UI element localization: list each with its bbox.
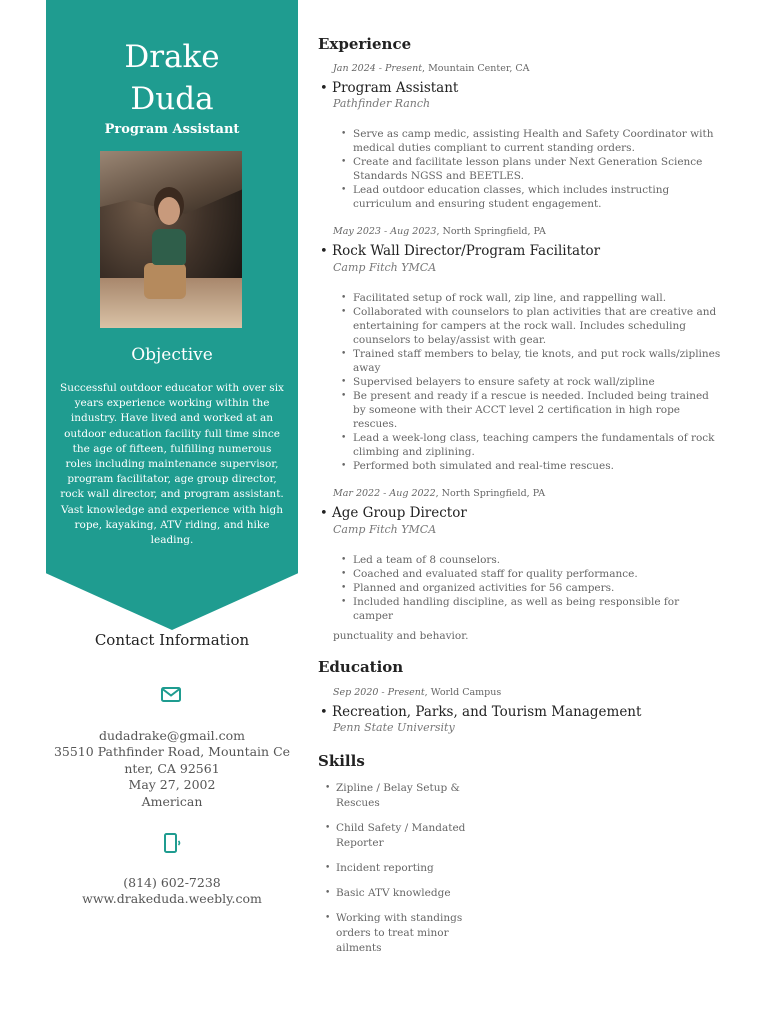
job-1-meta (333, 63, 530, 74)
job-2-company: Camp Fitch YMCA (333, 261, 437, 274)
list-item: • Led a team of 8 counselors. (341, 553, 721, 567)
education-meta (333, 687, 501, 698)
job-1-title: • Program Assistant (320, 80, 458, 96)
education-degree: • Recreation, Parks, and Tourism Management (320, 704, 641, 720)
job-2-title: • Rock Wall Director/Program Facilitator (320, 243, 600, 259)
job-3-meta (333, 488, 545, 499)
list-item: • Be present and ready if a rescue is needed. Included being trained by someone with their ACCT level 2 certification in high rope rescues. (341, 389, 721, 431)
list-item: • Trained staff members to belay, tie knots, and put rock walls/ziplines away (341, 347, 721, 375)
job-2-bullets (341, 291, 721, 473)
phone-icon (163, 833, 183, 853)
objective-text: Successful outdoor educator with over six years experience working within the industry. Have lived and worked at an outdoor education facility full time since the age of fifteen, fulfilling numerous roles including maintenance supervisor, program facilitator, age group director, rock wall director, and program assistant. Vast knowledge and experience with high rope, kayaking, ATV riding, and hike leading. (60, 382, 284, 547)
contact-address-line-1: 35510 Pathfinder Road, Mountain Ce (53, 744, 291, 760)
last-name: Duda (130, 81, 214, 117)
job-2-meta (333, 226, 546, 237)
first-name: Drake (124, 39, 220, 75)
education-location: , World Campus (424, 687, 502, 698)
job-2-date: May 2023 - Aug 2023 (333, 226, 437, 237)
list-item: • Create and facilitate lesson plans under Next Generation Science Standards NGSS and BEETLES. (341, 155, 721, 183)
education-date: Sep 2020 - Present (333, 687, 425, 698)
experience-title: Experience (318, 35, 412, 53)
job-1-date: Jan 2024 - Present (333, 63, 423, 74)
job-1-company: Pathfinder Ranch (333, 97, 431, 110)
job-1-bullets (341, 127, 721, 211)
list-item: • Facilitated setup of rock wall, zip line, and rappelling wall. (341, 291, 721, 305)
contact-title: Contact Information (94, 631, 250, 649)
contact-details (44, 728, 300, 810)
contact-email[interactable]: dudadrake@gmail.com (98, 728, 246, 743)
contact-phone: (814) 602-7238 (123, 875, 221, 890)
list-item: • Coached and evaluated staff for quality performance. (341, 567, 721, 581)
list-item: • Collaborated with counselors to plan activities that are creative and entertaining for campers at the rock wall. Includes scheduling counselors to belay/assist with gear. (341, 305, 721, 347)
contact-address-line-2: nter, CA 92561 (124, 760, 220, 776)
profile-photo (100, 151, 242, 328)
job-3-company: Camp Fitch YMCA (333, 523, 437, 536)
education-school: Penn State University (333, 721, 455, 734)
contact-dob: May 27, 2002 (128, 777, 216, 793)
contact-website[interactable]: www.drakeduda.weebly.com (82, 891, 262, 907)
list-item: • Basic ATV knowledge (325, 886, 495, 901)
list-item: • Lead a week-long class, teaching campers the fundamentals of rock climbing and ziplining. (341, 431, 721, 459)
profile-name (46, 36, 298, 120)
mail-icon (161, 687, 181, 702)
job-3-trailing: punctuality and behavior. (333, 630, 469, 642)
list-item: • Working with standings orders to treat minor ailments (325, 911, 495, 956)
list-item: • Serve as camp medic, assisting Health and Safety Coordinator with medical duties compliant to current standing orders. (341, 127, 721, 155)
job-3-location: , North Springfield, PA (435, 488, 546, 499)
photo-person-legs (144, 263, 186, 299)
contact-nationality: American (141, 793, 203, 809)
education-title: Education (318, 658, 404, 676)
list-item: • Supervised belayers to ensure safety at rock wall/zipline (341, 375, 721, 389)
job-3-date: Mar 2022 - Aug 2022 (333, 488, 436, 499)
profile-role: Program Assistant (104, 122, 240, 137)
list-item: • Included handling discipline, as well as being responsible for camper (341, 595, 721, 623)
list-item: • Zipline / Belay Setup & Rescues (325, 781, 495, 811)
photo-person-head (158, 197, 180, 225)
job-3-title: • Age Group Director (320, 505, 467, 521)
list-item: • Lead outdoor education classes, which includes instructing curriculum and ensuring student engagement. (341, 183, 721, 211)
objective-title: Objective (131, 345, 213, 365)
job-3-bullets (341, 553, 721, 623)
list-item: • Performed both simulated and real-time rescues. (341, 459, 721, 473)
list-item: • Incident reporting (325, 861, 495, 876)
contact-details-2 (44, 875, 300, 908)
skills-list (325, 781, 495, 966)
list-item: • Planned and organized activities for 56 campers. (341, 581, 721, 595)
skills-title: Skills (318, 752, 365, 770)
list-item: • Child Safety / Mandated Reporter (325, 821, 495, 851)
job-2-location: , North Springfield, PA (436, 226, 546, 237)
photo-person-body (152, 229, 186, 265)
job-1-location: , Mountain Center, CA (422, 63, 530, 74)
